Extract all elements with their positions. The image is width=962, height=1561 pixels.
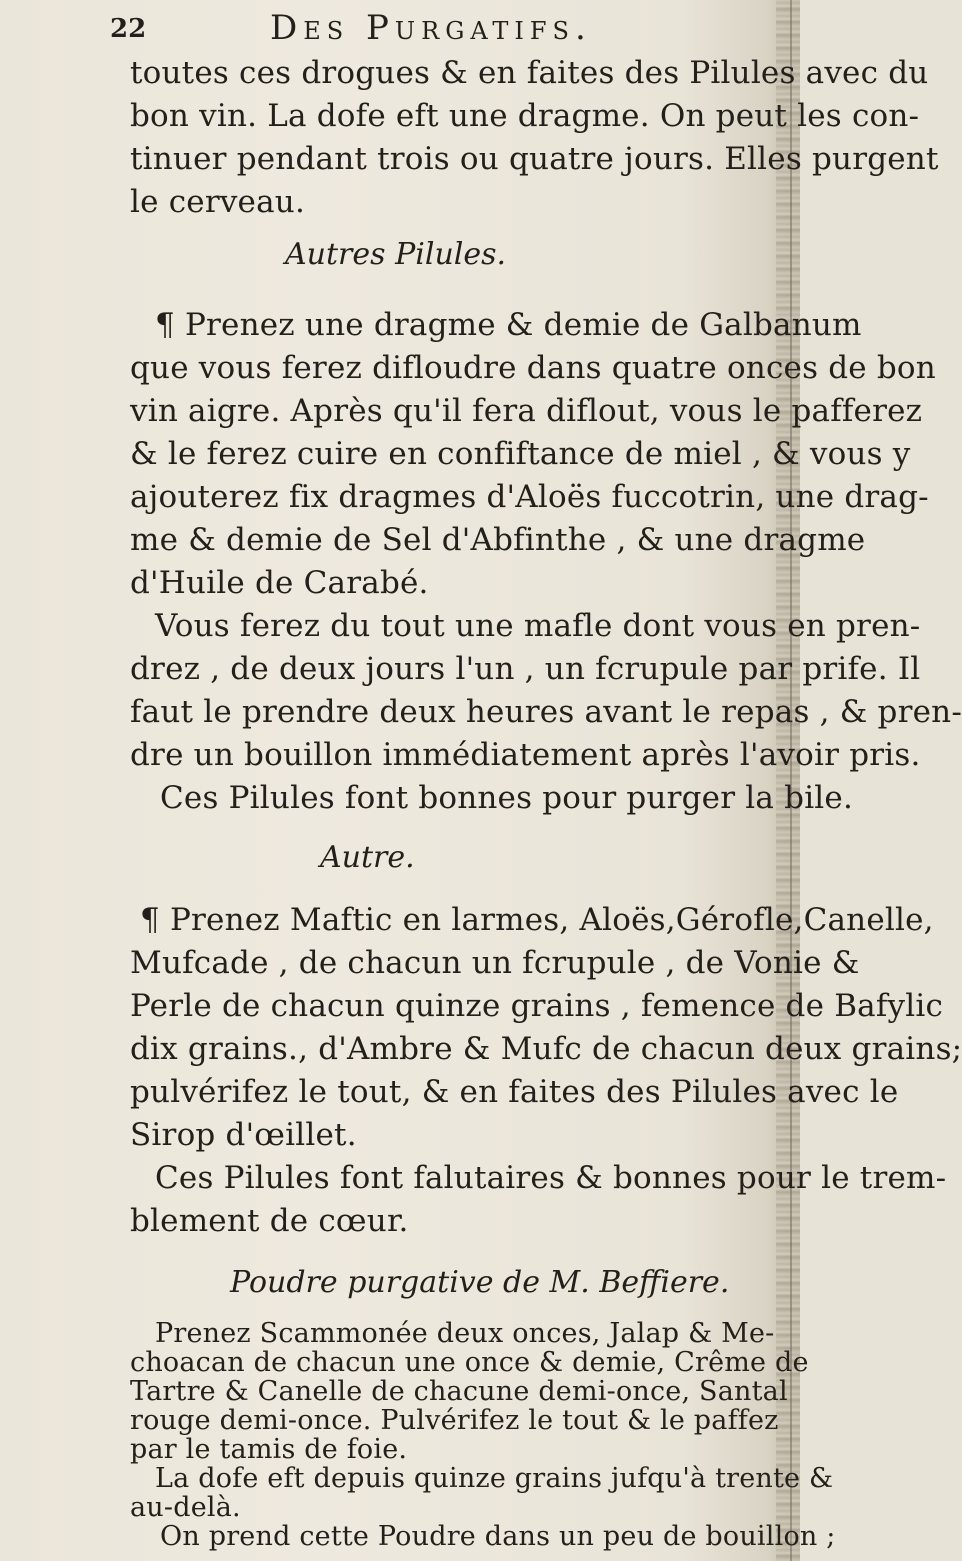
text-line: vin aigre. Après qu'il fera diflout, vous le pafferez: [130, 393, 923, 429]
text-line: d'Huile de Carabé.: [130, 565, 429, 601]
text-line: Sirop d'œillet.: [130, 1117, 357, 1153]
text-line: Tartre & Canelle de chacune demi-once, Santal: [130, 1376, 788, 1407]
text-line: Ces Pilules font bonnes pour purger la bile.: [160, 780, 854, 816]
text-line: tinuer pendant trois ou quatre jours. Elles purgent: [130, 141, 939, 177]
text-line: toutes ces drogues & en faites des Pilules avec du: [130, 55, 929, 91]
text-line: La dofe eft depuis quinze grains jufqu'à trente &: [155, 1463, 834, 1494]
text-line: choacan de chacun une once & demie, Crême de: [130, 1347, 809, 1378]
page-number: 22: [110, 14, 147, 44]
text-line: Vous ferez du tout une mafle dont vous en pren-: [155, 608, 921, 644]
text-line: au-delà.: [130, 1492, 241, 1523]
text-line: me & demie de Sel d'Abfinthe , & une dragme: [130, 522, 866, 558]
text-line: pulvérifez le tout, & en faites des Pilules avec le: [130, 1074, 899, 1110]
text-line: ajouterez fix dragmes d'Aloës fuccotrin, une drag-: [130, 479, 929, 515]
running-title: Des Purgatifs.: [270, 8, 592, 48]
section-heading: Poudre purgative de M. Beffiere.: [230, 1265, 730, 1300]
text-line: ¶ Prenez Maftic en larmes, Aloës,Gérofle,Canelle,: [140, 902, 934, 938]
text-line: ¶ Prenez une dragme & demie de Galbanum: [155, 307, 862, 343]
text-line: dix grains., d'Ambre & Mufc de chacun deux grains;: [130, 1031, 962, 1067]
text-line: & le ferez cuire en confiftance de miel , & vous y: [130, 436, 911, 472]
text-line: par le tamis de foie.: [130, 1434, 408, 1465]
text-line: bon vin. La dofe eft une dragme. On peut les con-: [130, 98, 920, 134]
text-line: drez , de deux jours l'un , un fcrupule par prife. Il: [130, 651, 921, 687]
text-line: que vous ferez difloudre dans quatre onces de bon: [130, 350, 936, 386]
text-line: rouge demi-once. Pulvérifez le tout & le paffez: [130, 1405, 779, 1436]
section-heading: Autre.: [320, 840, 415, 875]
text-line: blement de cœur.: [130, 1203, 409, 1239]
section-heading: Autres Pilules.: [285, 237, 507, 272]
text-line: faut le prendre deux heures avant le repas , & pren-: [130, 694, 962, 730]
text-line: Perle de chacun quinze grains , femence de Bafylic: [130, 988, 944, 1024]
text-line: le cerveau.: [130, 184, 306, 220]
text-line: Mufcade , de chacun un fcrupule , de Vonie &: [130, 945, 860, 981]
text-line: Prenez Scammonée deux onces, Jalap & Me-: [155, 1318, 775, 1349]
text-line: dre un bouillon immédiatement après l'avoir pris.: [130, 737, 921, 773]
text-line: Ces Pilules font falutaires & bonnes pour le trem-: [155, 1160, 947, 1196]
text-line: On prend cette Poudre dans un peu de bouillon ;: [160, 1521, 836, 1552]
